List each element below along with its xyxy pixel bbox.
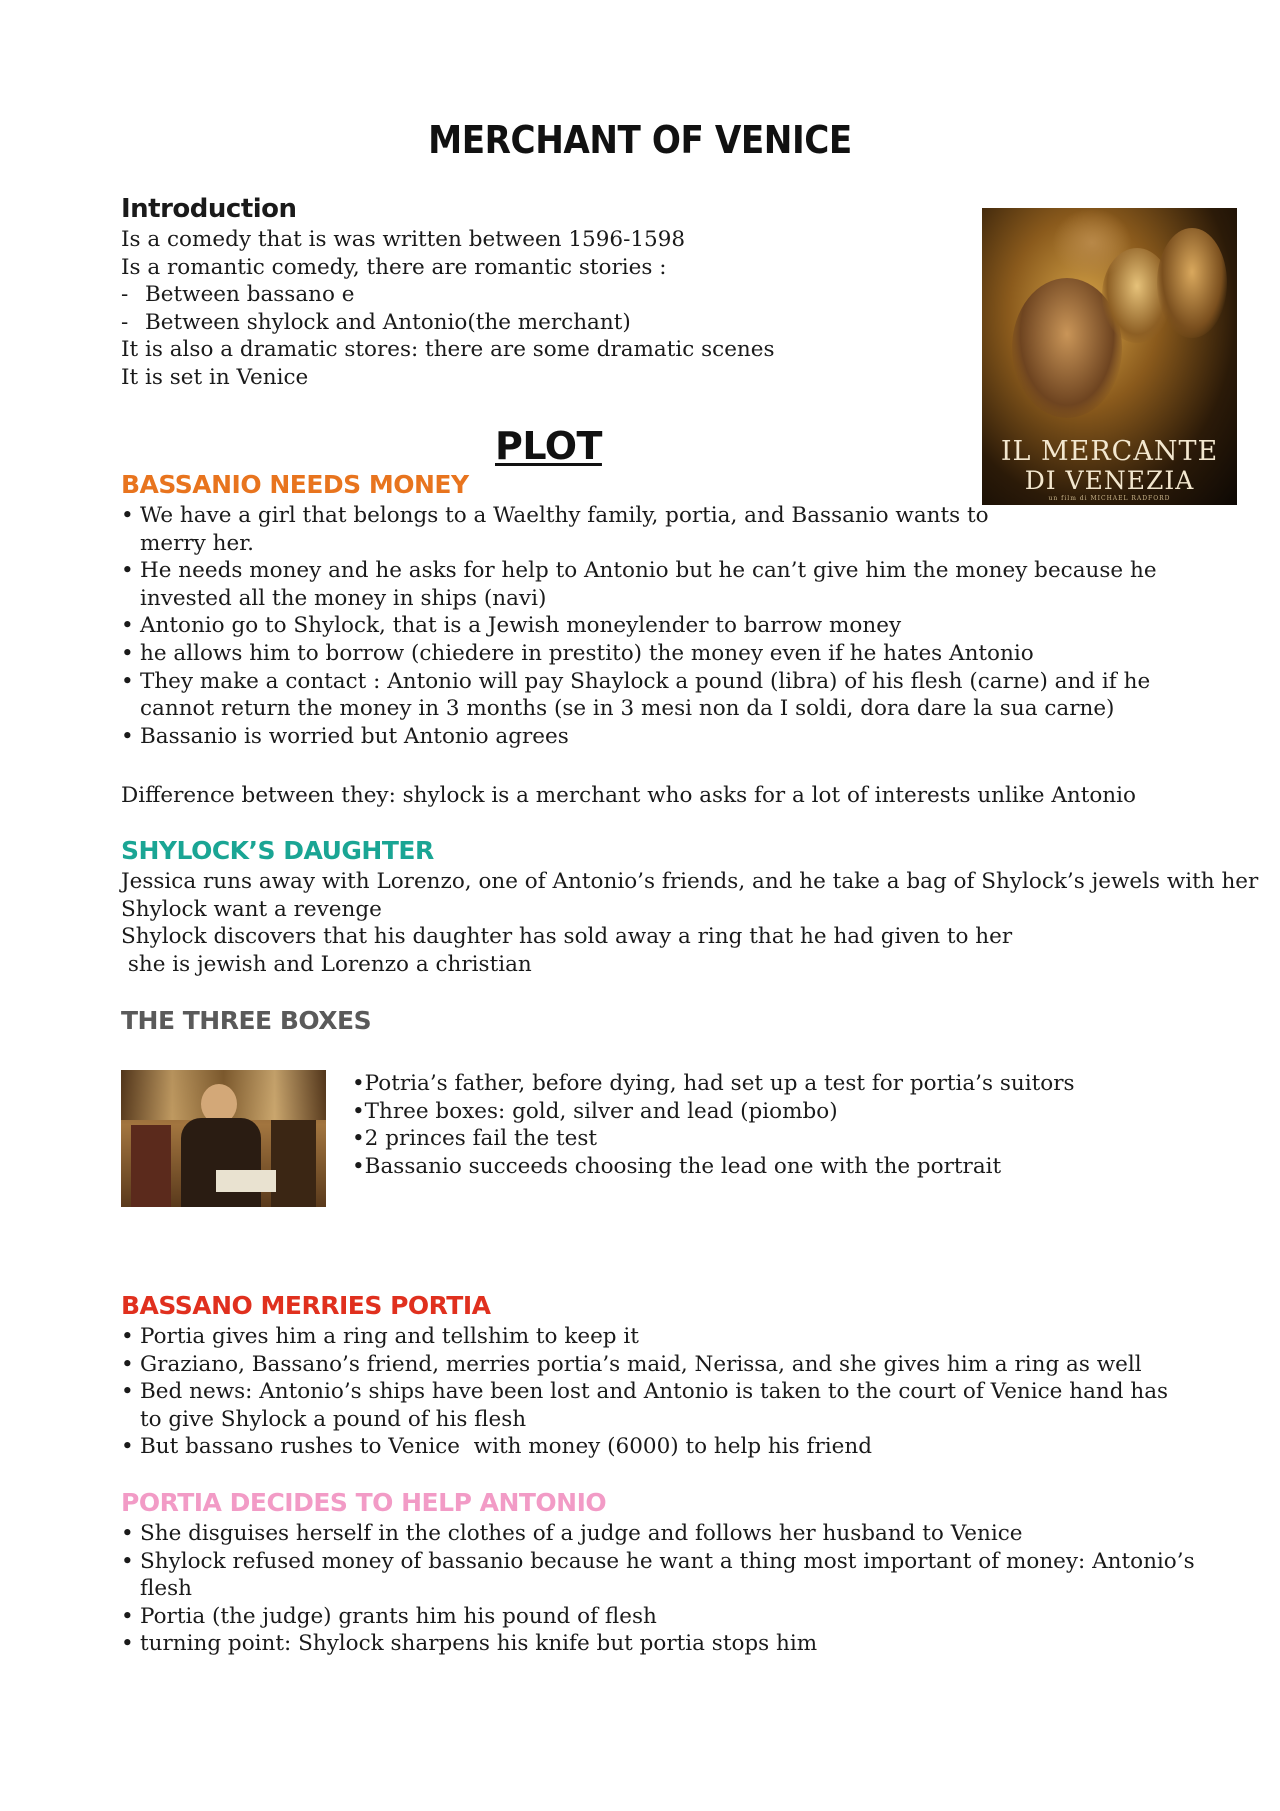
list-item: • But bassano rushes to Venice with money (6000) to help his friend bbox=[121, 1433, 1181, 1461]
plot-heading: PLOT bbox=[495, 424, 602, 468]
poster-credit: un film di MICHAEL RADFORD bbox=[1048, 495, 1171, 502]
bassano-merries-portia-list bbox=[121, 1323, 1181, 1461]
poster-title-line2: DI VENEZIA bbox=[1024, 466, 1195, 495]
section-heading-three-boxes: THE THREE BOXES bbox=[121, 1006, 372, 1035]
list-item: • She disguises herself in the clothes of a judge and follows her husband to Venice bbox=[121, 1520, 1201, 1548]
intro-dash-item: - Between shylock and Antonio(the merchant) bbox=[121, 309, 631, 335]
page-title: MERCHANT OF VENICE bbox=[428, 118, 852, 162]
list-item: • We have a girl that belongs to a Waelthy family, portia, and Bassanio wants to merry her. bbox=[121, 502, 1040, 557]
list-item: • Bed news: Antonio’s ships have been lost and Antonio is taken to the court of Venice hand has to give Shylock a pound of his flesh bbox=[121, 1378, 1180, 1433]
text-line: she is jewish and Lorenzo a christian bbox=[121, 951, 532, 977]
bassanio-needs-money-list bbox=[121, 502, 1181, 750]
difference-line: Difference between they: shylock is a merchant who asks for a lot of interests unlike Antonio bbox=[121, 783, 1136, 808]
three-boxes-painting-image bbox=[121, 1070, 326, 1207]
intro-dash-item: - Between bassano e bbox=[121, 282, 355, 308]
list-item: • Portia (the judge) grants him his pound of flesh bbox=[121, 1603, 1201, 1631]
shylocks-daughter-body bbox=[121, 868, 1258, 978]
intro-line: Is a romantic comedy, there are romantic stories : bbox=[121, 254, 667, 280]
text-line: Shylock discovers that his daughter has sold away a ring that he had given to her bbox=[121, 924, 1013, 950]
list-item: • turning point: Shylock sharpens his knife but portia stops him bbox=[121, 1630, 1201, 1658]
introduction-heading: Introduction bbox=[121, 194, 297, 224]
text-line: Shylock want a revenge bbox=[121, 896, 382, 922]
section-heading-bassanio-needs-money: BASSANIO NEEDS MONEY bbox=[121, 470, 469, 499]
movie-poster-image bbox=[982, 208, 1237, 505]
introduction-body bbox=[121, 226, 775, 392]
section-heading-portia-decides: PORTIA DECIDES TO HELP ANTONIO bbox=[121, 1488, 607, 1517]
list-item: • He needs money and he asks for help to Antonio but he can’t give him the money because he invested all the money in ships (navi) bbox=[121, 557, 1181, 612]
list-item: • Shylock refused money of bassanio because he want a thing most important of money: Antonio’s flesh bbox=[121, 1548, 1201, 1603]
intro-line: Is a comedy that is was written between 1596-1598 bbox=[121, 227, 686, 252]
text-line: •Bassanio succeeds choosing the lead one with the portrait bbox=[352, 1153, 1002, 1179]
text-line: •Three boxes: gold, silver and lead (piombo) bbox=[352, 1098, 838, 1124]
poster-title-line1: IL MERCANTE bbox=[1000, 436, 1219, 467]
text-line: •Potria’s father, before dying, had set up a test for portia’s suitors bbox=[352, 1071, 1075, 1096]
text-line: •2 princes fail the test bbox=[352, 1126, 598, 1152]
text-line: Jessica runs away with Lorenzo, one of Antonio’s friends, and he take a bag of Shylock’s jewels with her bbox=[121, 869, 1259, 894]
intro-line: It is also a dramatic stores: there are some dramatic scenes bbox=[121, 337, 775, 363]
list-item: • They make a contact : Antonio will pay Shaylock a pound (libra) of his flesh (carne) and if he cannot return the money in 3 months (se in 3 mesi non da I soldi, dora dare la sua carne) bbox=[121, 668, 1180, 723]
three-boxes-body bbox=[352, 1070, 1075, 1180]
section-heading-shylocks-daughter: SHYLOCK’S DAUGHTER bbox=[121, 836, 434, 865]
section-heading-bassano-merries-portia: BASSANO MERRIES PORTIA bbox=[121, 1291, 491, 1320]
list-item: • Portia gives him a ring and tellshim to keep it bbox=[121, 1323, 1181, 1351]
list-item: • Bassanio is worried but Antonio agrees bbox=[121, 723, 1181, 751]
intro-line: It is set in Venice bbox=[121, 364, 309, 390]
list-item: • Antonio go to Shylock, that is a Jewish moneylender to barrow money bbox=[121, 612, 1181, 640]
list-item: • he allows him to borrow (chiedere in prestito) the money even if he hates Antonio bbox=[121, 640, 1181, 668]
list-item: • Graziano, Bassano’s friend, merries portia’s maid, Nerissa, and she gives him a ring as well bbox=[121, 1351, 1181, 1379]
portia-decides-list bbox=[121, 1520, 1201, 1658]
